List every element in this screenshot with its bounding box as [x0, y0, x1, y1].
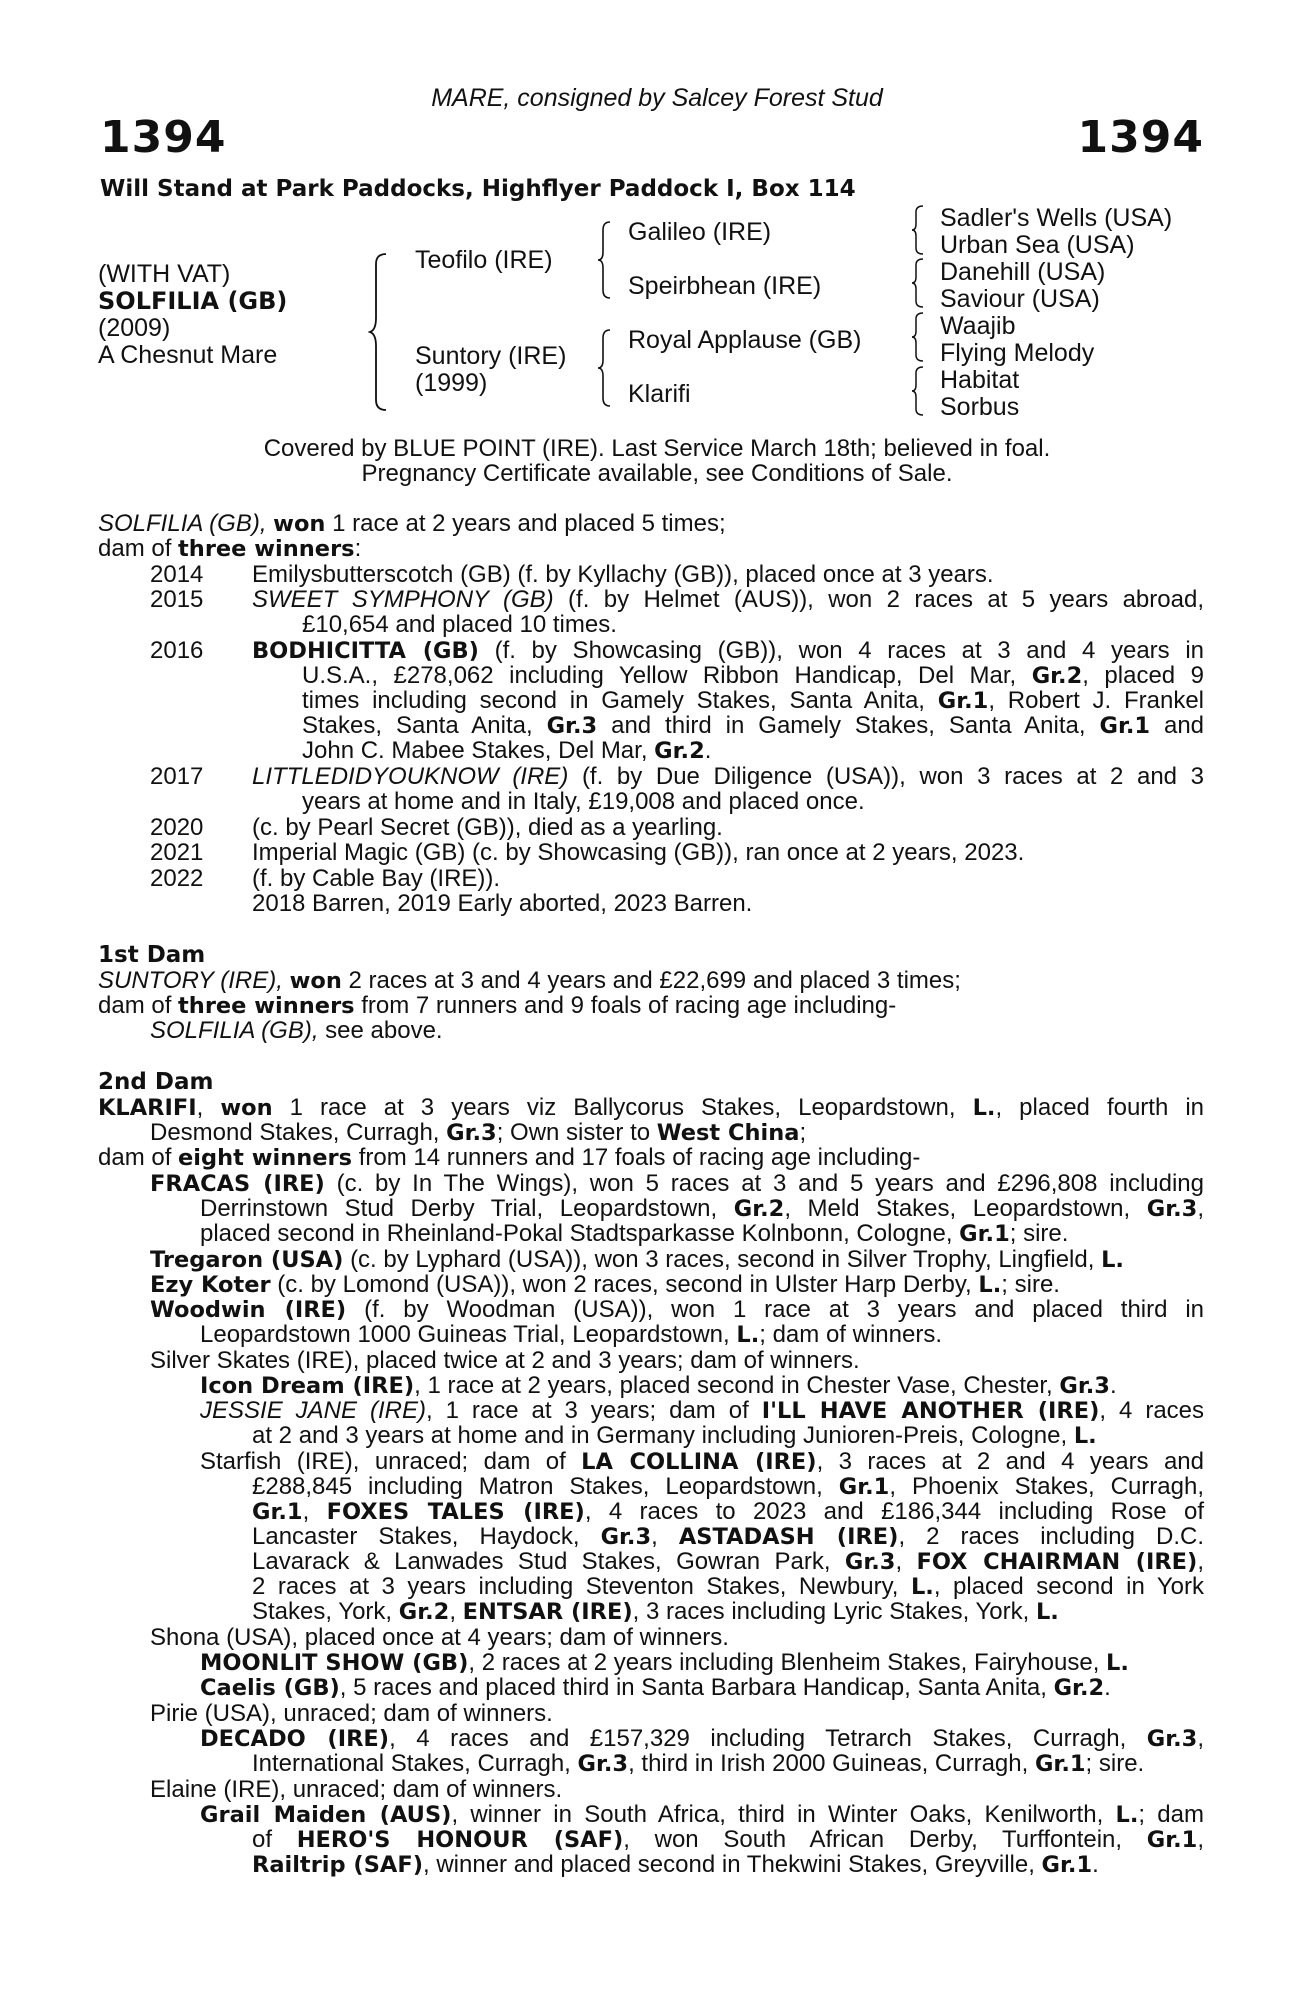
pedigree-sire-dam: Speirbhean (IRE): [628, 272, 822, 300]
progeny-name: SWEET SYMPHONY (GB): [252, 586, 554, 613]
second-dam-line: [150, 1272, 1060, 1299]
second-dam-line: Silver Skates (IRE), placed twice at 2 and 3 years; dam of winners.: [150, 1347, 860, 1374]
winners-count: three winners: [178, 993, 355, 1019]
text: , 3 races at 2 and 4 years and: [816, 1448, 1204, 1475]
text: Lavarack & Lanwades Stud Stakes, Gowran Park,: [252, 1548, 831, 1575]
text: U.S.A., £278,062 including Yellow Ribbon Handicap, Del Mar,: [302, 662, 1017, 689]
horse-name: Tregaron (USA): [150, 1247, 344, 1273]
horse-name: SOLFILIA (GB): [98, 287, 288, 315]
pedigree-dsd: Flying Melody: [940, 339, 1095, 367]
text: , 2 races at 2 years including Blenheim Stakes, Fairyhouse,: [468, 1649, 1100, 1676]
text: dam of: [98, 992, 172, 1019]
horse-name: FOXES TALES (IRE): [326, 1499, 585, 1525]
winners-count: eight winners: [178, 1145, 353, 1171]
text: and third in Gamely Stakes, Santa Anita,: [611, 712, 1086, 739]
text: times including second in Gamely Stakes, Santa Anita,: [302, 687, 925, 714]
second-dam-heading: 2nd Dam: [98, 1069, 214, 1095]
text: from 7 runners and 9 foals of racing age including-: [361, 992, 897, 1019]
pedigree-dam-year: (1999): [415, 369, 488, 397]
text: (f. by Woodman (USA)), won 1 race at 3 years and placed third in: [364, 1296, 1205, 1323]
grade: L.: [972, 1095, 996, 1121]
pedigree-sire: Teofilo (IRE): [415, 246, 553, 274]
progeny-text-cont: [302, 663, 1204, 690]
won-label: won: [273, 511, 326, 537]
horse-name: MOONLIT SHOW (GB): [200, 1650, 469, 1676]
progeny-year: 2022: [150, 865, 204, 892]
horse-name: I'LL HAVE ANOTHER (IRE): [761, 1398, 1100, 1424]
text: ,: [1197, 1826, 1205, 1853]
text: £288,845 including Matron Stakes, Leopardstown,: [252, 1473, 823, 1500]
text: , won South African Derby, Turffontein,: [623, 1826, 1123, 1853]
pedigree-sdd: Saviour (USA): [940, 285, 1100, 313]
grade: Gr.1: [252, 1499, 303, 1525]
second-dam-line: [150, 1297, 1204, 1324]
second-dam-line: [200, 1802, 1204, 1829]
text: ; sire.: [1001, 1271, 1060, 1298]
grade: Gr.1: [937, 688, 989, 714]
text: .: [704, 737, 712, 764]
pedigree-brace-3c: [910, 311, 926, 363]
stand-location: Will Stand at Park Paddocks, Highflyer Paddock I, Box 114: [100, 176, 856, 202]
text: placed second in Rheinland-Pokal Stadtsparkasse Kolnbonn, Cologne,: [200, 1220, 953, 1247]
text: , 5 races and placed third in Santa Barbara Handicap, Santa Anita,: [339, 1674, 1047, 1701]
grade: Gr.3: [577, 1751, 629, 1777]
pedigree-dss: Waajib: [940, 312, 1016, 340]
text: (c. by Lyphard (USA)), won 3 races, second in Silver Trophy, Lingfield,: [350, 1246, 1095, 1273]
text: (c. by Lomond (USA)), won 2 races, second in Ulster Harp Derby,: [277, 1271, 972, 1298]
second-dam-line: [200, 1373, 1117, 1400]
progeny-text: (c. by Pearl Secret (GB)), died as a yearling.: [252, 814, 723, 841]
progeny-year: 2016: [150, 637, 204, 664]
progeny-text: [252, 764, 1204, 790]
pedigree-ssd: Urban Sea (USA): [940, 231, 1135, 259]
pedigree-brace-main: [368, 252, 390, 412]
horse-name: DECADO (IRE): [200, 1726, 390, 1752]
horse-description: A Chesnut Mare: [98, 341, 278, 369]
text: , winner and placed second in Thekwini Stakes, Greyville,: [423, 1851, 1035, 1878]
pedigree-dds: Habitat: [940, 366, 1020, 394]
text: dam of: [98, 1144, 172, 1171]
pedigree-sire-sire: Galileo (IRE): [628, 218, 772, 246]
progeny-text: Emilysbutterscotch (GB) (f. by Kyllachy (GB)), placed once at 3 years.: [252, 561, 994, 588]
horse-name: JESSIE JANE (IRE): [200, 1397, 426, 1424]
text: Stakes, Santa Anita,: [302, 712, 533, 739]
second-dam-line: [200, 1726, 1204, 1753]
second-dam-line: [200, 1650, 1129, 1677]
progeny-name: BODHICITTA (GB): [252, 638, 479, 664]
text: , winner in South Africa, third in Winter Oaks, Kenilworth,: [451, 1801, 1104, 1828]
grade: Gr.3: [546, 713, 598, 739]
progeny-text: [252, 587, 1204, 613]
horse-name: FRACAS (IRE): [150, 1171, 325, 1197]
progeny-name: LITTLEDIDYOUKNOW (IRE): [252, 763, 569, 790]
grade: L.: [736, 1322, 760, 1348]
grade: Gr.1: [1034, 1751, 1086, 1777]
vat-label: (WITH VAT): [98, 260, 231, 288]
lot-number-right: 1394: [1077, 112, 1204, 163]
second-dam-line: Shona (USA), placed once at 4 years; dam of winners.: [150, 1624, 729, 1651]
grade: Gr.1: [959, 1221, 1010, 1247]
pedigree-dam: Suntory (IRE): [415, 342, 567, 370]
grade: L.: [1035, 1599, 1059, 1625]
won-label: won: [289, 968, 342, 994]
text: , 4 races and £157,329 including Tetrarch Stakes, Curragh,: [389, 1725, 1127, 1752]
grade: Gr.3: [1146, 1196, 1198, 1222]
horse-name: LA COLLINA (IRE): [581, 1449, 817, 1475]
text: Starfish (IRE), unraced; dam of: [200, 1448, 566, 1475]
horse-name: HERO'S HONOUR (SAF): [296, 1827, 624, 1853]
text: .: [1109, 1372, 1117, 1399]
dam-name: SUNTORY (IRE),: [98, 967, 283, 994]
grade: L.: [1073, 1423, 1097, 1449]
second-dam-line: [252, 1827, 1204, 1854]
grade: Gr.1: [1099, 713, 1151, 739]
text: ; sire.: [1009, 1220, 1069, 1247]
text: , 4 races: [1099, 1397, 1205, 1424]
lot-number-left: 1394: [100, 112, 227, 163]
progeny-text-cont: years at home and in Italy, £19,008 and placed once.: [302, 788, 865, 815]
horse-name: Icon Dream (IRE): [200, 1373, 415, 1399]
second-dam-line: [252, 1599, 1059, 1626]
record-text: 1 race at 2 years and placed 5 times;: [332, 510, 726, 537]
horse-name: Ezy Koter: [150, 1272, 271, 1298]
grade: Gr.3: [1059, 1373, 1110, 1399]
second-dam-line: [98, 1095, 1204, 1122]
progeny-detail: (f. by Due Diligence (USA)), won 3 races at 2 and 3: [581, 763, 1204, 790]
first-dam-line-2: [98, 993, 896, 1020]
second-dam-line: [98, 1145, 920, 1172]
second-dam-line: [200, 1449, 1204, 1476]
progeny-text: Imperial Magic (GB) (c. by Showcasing (GB)), ran once at 2 years, 2023.: [252, 839, 1025, 866]
grade: Gr.1: [838, 1474, 890, 1500]
consignor-line: MARE, consigned by Salcey Forest Stud: [431, 84, 883, 112]
text: John C. Mabee Stakes, Del Mar,: [302, 737, 648, 764]
progeny-year: 2015: [150, 586, 204, 613]
text: ,: [651, 1523, 658, 1550]
text: , placed 9: [1082, 662, 1204, 689]
barren-note: 2018 Barren, 2019 Early aborted, 2023 Barren.: [252, 890, 753, 917]
text: ,: [1197, 1725, 1205, 1752]
text: and: [1163, 712, 1205, 739]
grade: Gr.2: [398, 1599, 450, 1625]
horse-name: Grail Maiden (AUS): [200, 1802, 452, 1828]
text: ; sire.: [1085, 1750, 1145, 1777]
text: Desmond Stakes, Curragh,: [150, 1119, 440, 1146]
grade: Gr.3: [1146, 1726, 1198, 1752]
text: .: [1092, 1851, 1099, 1878]
second-dam-line: Pirie (USA), unraced; dam of winners.: [150, 1700, 553, 1727]
second-dam-line: [200, 1398, 1204, 1425]
horse-name: ENTSAR (IRE): [462, 1599, 633, 1625]
text: at 2 and 3 years at home and in Germany including Junioren-Preis, Cologne,: [252, 1422, 1068, 1449]
progeny-text-cont: [302, 738, 711, 765]
covered-line-1: Covered by BLUE POINT (IRE). Last Service March 18th; believed in foal.: [263, 435, 1051, 462]
horse-name: Woodwin (IRE): [150, 1297, 347, 1323]
pedigree-brace-3a: [910, 204, 926, 256]
text: 2 races at 3 years including Steventon Stakes, Newbury,: [252, 1573, 899, 1600]
text: see above.: [325, 1017, 443, 1044]
covered-line-2: Pregnancy Certificate available, see Conditions of Sale.: [361, 460, 953, 487]
pedigree-ddd: Sorbus: [940, 393, 1020, 421]
second-dam-line: [200, 1322, 942, 1349]
horse-name: West China: [656, 1120, 800, 1146]
pedigree-dam-sire: Royal Applause (GB): [628, 326, 862, 354]
text: Derrinstown Stud Derby Trial, Leopardstown,: [200, 1195, 718, 1222]
text: Leopardstown 1000 Guineas Trial, Leopardstown,: [200, 1321, 730, 1348]
first-dam-heading: 1st Dam: [98, 942, 206, 968]
progeny-text: (f. by Cable Bay (IRE)).: [252, 865, 501, 892]
horse-name-italic: SOLFILIA (GB),: [98, 510, 267, 537]
progeny-text-cont: £10,654 and placed 10 times.: [302, 611, 617, 638]
progeny-detail: (f. by Showcasing (GB)), won 4 races at 3 and 4 years in: [494, 637, 1204, 664]
grade: Gr.3: [600, 1524, 652, 1550]
second-dam-line: [150, 1120, 806, 1147]
text: , 4 races to 2023 and £186,344 including Rose of: [584, 1498, 1205, 1525]
text: 2 races at 3 and 4 years and £22,699 and placed 3 times;: [348, 967, 961, 994]
second-dam-line: [150, 1247, 1124, 1274]
text: ;: [799, 1119, 807, 1146]
pedigree-sss: Sadler's Wells (USA): [940, 204, 1173, 232]
text: , 2 races including D.C.: [898, 1523, 1204, 1550]
grade: Gr.2: [1053, 1675, 1105, 1701]
grade: Gr.3: [844, 1549, 896, 1575]
pedigree-dam-dam: Klarifi: [628, 380, 691, 408]
text: , 3 races including Lyric Stakes, York,: [632, 1598, 1030, 1625]
grade: Gr.3: [446, 1120, 497, 1146]
second-dam-line: [200, 1221, 1068, 1248]
text: from 14 runners and 17 foals of racing age including-: [358, 1144, 921, 1171]
progeny-year: 2021: [150, 839, 204, 866]
grade: Gr.1: [1041, 1852, 1093, 1878]
grade: Gr.2: [654, 738, 705, 764]
first-dam-line-3: [150, 1018, 443, 1044]
progeny-text-cont: [302, 688, 1204, 715]
second-dam-line: [252, 1423, 1097, 1450]
text: ; dam: [1138, 1801, 1204, 1828]
progeny-text-cont: [302, 713, 1204, 740]
second-dam-line: Elaine (IRE), unraced; dam of winners.: [150, 1776, 563, 1803]
grade: Gr.1: [1146, 1827, 1198, 1853]
text: Stakes, York,: [252, 1598, 393, 1625]
text: ,: [1197, 1548, 1204, 1575]
second-dam-line: [200, 1196, 1204, 1223]
text: ,: [196, 1094, 204, 1121]
pedigree-brace-3b: [910, 257, 926, 309]
colon: :: [354, 535, 362, 562]
text: ,: [302, 1498, 310, 1525]
dam-of-label: dam of: [98, 535, 172, 562]
pedigree-brace-dam: [596, 328, 614, 408]
horse-name: Railtrip (SAF): [252, 1852, 423, 1878]
grade: Gr.2: [1031, 663, 1083, 689]
grade: Gr.2: [733, 1196, 785, 1222]
second-dam-line: [200, 1675, 1111, 1702]
second-dam-line: [252, 1549, 1204, 1576]
grade: L.: [1106, 1650, 1129, 1676]
text: , Robert J. Frankel: [988, 687, 1205, 714]
second-dam-line: [252, 1524, 1204, 1551]
text: , Phoenix Stakes, Curragh,: [889, 1473, 1204, 1500]
winners-count: three winners: [178, 536, 355, 562]
pedigree-brace-sire: [596, 220, 614, 300]
second-dam-line: [252, 1474, 1204, 1501]
text: (c. by In The Wings), won 5 races at 3 and 5 years and £296,808 including: [336, 1170, 1204, 1197]
second-dam-line: [252, 1574, 1204, 1601]
grade: L.: [978, 1272, 1002, 1298]
won-label: won: [220, 1095, 273, 1121]
text: , placed second in York: [933, 1573, 1205, 1600]
text: , placed fourth in: [995, 1094, 1205, 1121]
text: of: [252, 1826, 273, 1853]
text: , 1 race at 2 years, placed second in Chester Vase, Chester,: [414, 1372, 1053, 1399]
horse-name: ASTADASH (IRE): [678, 1524, 899, 1550]
horse-name: SOLFILIA (GB),: [150, 1017, 319, 1044]
pedigree-sds: Danehill (USA): [940, 258, 1106, 286]
grade: L.: [1101, 1247, 1124, 1273]
text: ,: [1197, 1195, 1205, 1222]
record-line-2: [98, 536, 361, 563]
progeny-year: 2017: [150, 763, 204, 790]
text: , Meld Stakes, Leopardstown,: [784, 1195, 1131, 1222]
text: ; Own sister to: [496, 1119, 651, 1146]
text: International Stakes, Curragh,: [252, 1750, 571, 1777]
record-line-1: [98, 511, 726, 538]
progeny-year: 2014: [150, 561, 204, 588]
second-dam-line: [252, 1852, 1099, 1879]
first-dam-line-1: [98, 968, 961, 995]
second-dam-line: [252, 1499, 1204, 1526]
progeny-detail: (f. by Helmet (AUS)), won 2 races at 5 years abroad,: [568, 586, 1204, 613]
grade: L.: [1115, 1802, 1139, 1828]
text: ; dam of winners.: [759, 1321, 942, 1348]
text: , 1 race at 3 years; dam of: [425, 1397, 749, 1424]
progeny-year: 2020: [150, 814, 204, 841]
second-dam-line: [252, 1751, 1144, 1778]
text: 1 race at 3 years viz Ballycorus Stakes, Leopardstown,: [289, 1094, 956, 1121]
grade: L.: [910, 1574, 934, 1600]
text: ,: [895, 1548, 903, 1575]
text: Lancaster Stakes, Haydock,: [252, 1523, 580, 1550]
pedigree-brace-3d: [910, 365, 926, 417]
text: .: [1104, 1674, 1111, 1701]
second-dam-line: [150, 1171, 1204, 1198]
horse-name: FOX CHAIRMAN (IRE): [916, 1549, 1198, 1575]
horse-year: (2009): [98, 314, 171, 342]
dam-name: KLARIFI: [98, 1095, 197, 1121]
progeny-text: [252, 638, 1204, 665]
text: ,: [449, 1598, 456, 1625]
text: , third in Irish 2000 Guineas, Curragh,: [628, 1750, 1029, 1777]
horse-name: Caelis (GB): [200, 1675, 340, 1701]
